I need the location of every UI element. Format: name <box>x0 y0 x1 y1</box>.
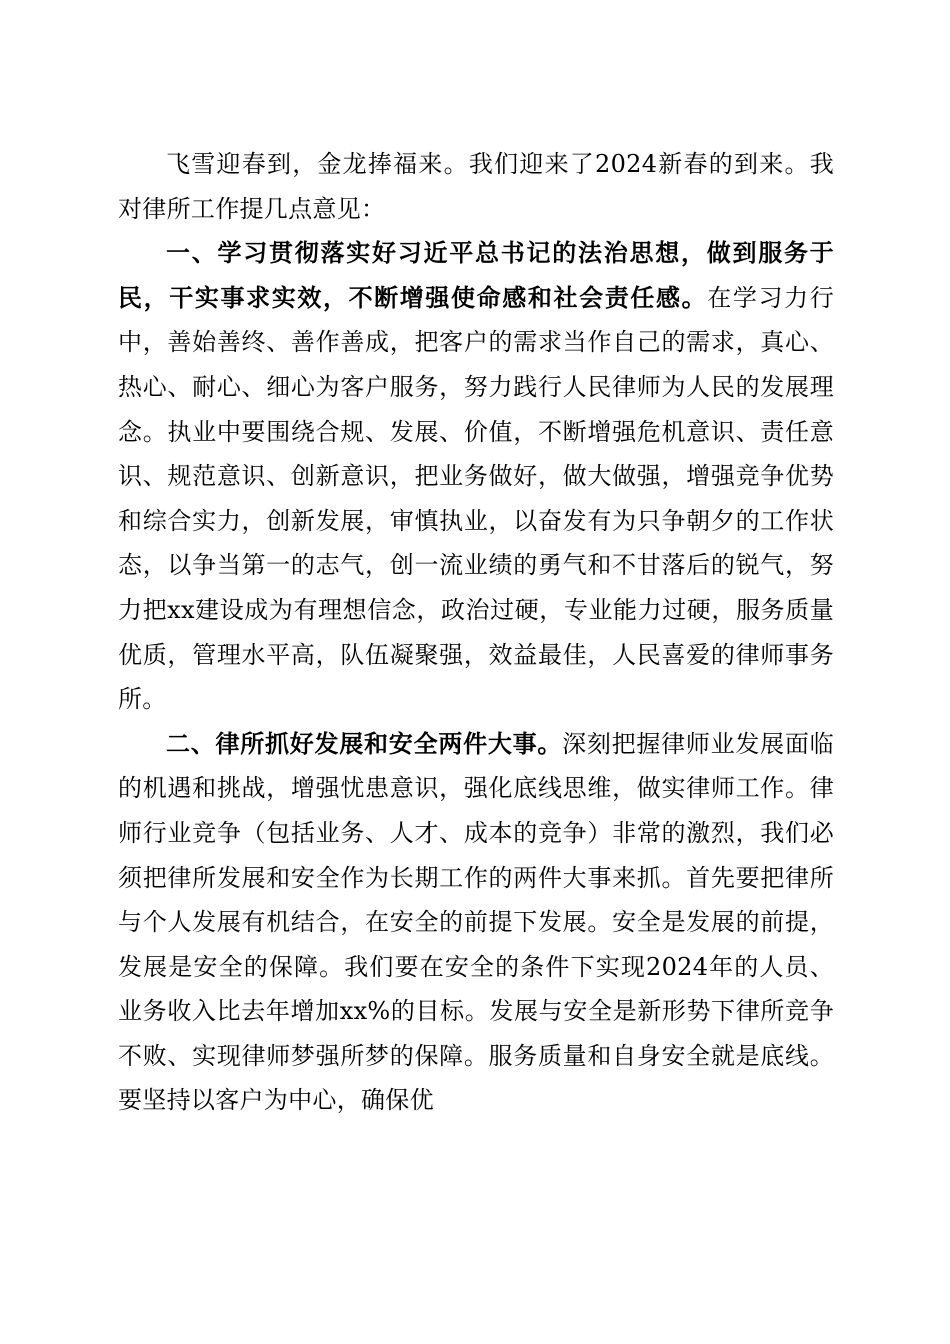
section-heading: 一、学习贯彻落实好习近平总书记的法治思想，做到服务于民，干实事求实效，不断增强使命感和社会责任感。 <box>118 239 834 312</box>
section-heading: 二、律所抓好发展和安全两件大事。 <box>166 729 563 758</box>
paragraph-intro <box>118 142 834 231</box>
paragraph-text: 深刻把握律师业发展面临的机遇和挑战，增强忧患意识，强化底线思维，做实律师工作。律师行业竞争（包括业务、人才、成本的竞争）非常的激烈，我们必须把律所发展和安全作为长期工作的两件大事来抓。首先要把律所与个人发展有机结合，在安全的前提下发展。安全是发展的前提，发展是安全的保障。我们要在安全的条件下实现2024年的人员、业务收入比去年增加xx%的目标。发展与安全是新形势下律所竞争不败、实现律师梦强所梦的保障。服务质量和自身安全就是底线。要坚持以客户为中心，确保优 <box>118 729 834 1115</box>
paragraph-section-two <box>118 722 834 1123</box>
paragraph-section-one <box>118 231 834 722</box>
paragraph-text: 在学习力行中，善始善终、善作善成，把客户的需求当作自己的需求，真心、热心、耐心、细心为客户服务，努力践行人民律师为人民的发展理念。执业中要围绕合规、发展、价值，不断增强危机意识、责任意识、规范意识、创新意识，把业务做好，做大做强，增强竞争优势和综合实力，创新发展，审慎执业，以奋发有为只争朝夕的工作状态，以争当第一的志气，创一流业绩的勇气和不甘落后的锐气，努力把xx建设成为有理想信念，政治过硬，专业能力过硬，服务质量优质，管理水平高，队伍凝聚强，效益最佳，人民喜爱的律师事务所。 <box>118 283 834 714</box>
paragraph-text: 飞雪迎春到，金龙捧福来。我们迎来了2024新春的到来。我对律所工作提几点意见： <box>118 150 834 223</box>
document-page <box>118 142 834 1123</box>
